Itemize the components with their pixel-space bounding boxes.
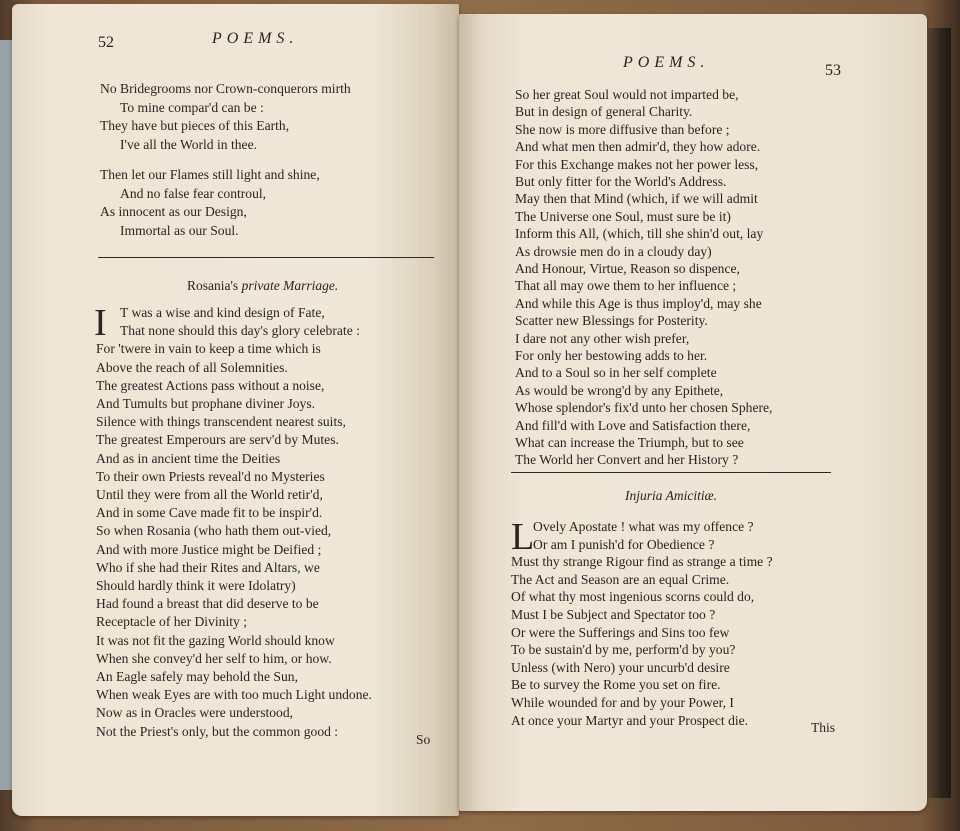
verse-line: But only fitter for the World's Address. [515, 174, 727, 189]
running-head-left: POEMS. [212, 30, 299, 47]
book-edge [927, 28, 951, 798]
verse-line: Silence with things transcendent nearest suits, [96, 414, 346, 430]
verse-line: Or were the Sufferings and Sins too few [511, 624, 730, 640]
verse-line: No Bridegrooms nor Crown-conquerors mirth [100, 81, 351, 96]
verse-line: Must I be Subject and Spectator too ? [511, 607, 716, 622]
right-page [459, 14, 927, 811]
verse-line: Inform this All, (which, till she shin'd out, lay [515, 226, 764, 242]
left-page [12, 4, 459, 816]
verse-line: To their own Priests reveal'd no Mysteries [96, 468, 325, 484]
verse-line: At once your Martyr and your Prospect die. [511, 712, 749, 728]
verse-line: And fill'd with Love and Satisfaction there, [515, 417, 751, 433]
verse-line: As drowsie men do in a cloudy day) [515, 243, 712, 259]
verse-line: When weak Eyes are with too much Light undone. [96, 687, 372, 703]
verse-line: They have but pieces of this Earth, [100, 118, 290, 134]
verse-line: And with more Justice might be Deified ; [96, 541, 322, 557]
verse-line: Be to survey the Rome you set on fire. [511, 677, 721, 693]
catchword-left: So [416, 732, 431, 747]
verse-line: Receptacle of her Divinity ; [96, 614, 247, 630]
verse-line: As would be wrong'd by any Epithete, [515, 382, 724, 398]
verse-line: Had found a breast that did deserve to be [96, 596, 319, 612]
verse-line: I've all the World in thee. [120, 136, 257, 152]
verse-line: When she convey'd her self to him, or how. [96, 650, 332, 666]
verse-line: But in design of general Charity. [515, 104, 693, 120]
verse-line: The greatest Emperours are serv'd by Mutes. [96, 432, 339, 448]
verse-line: And Honour, Virtue, Reason so dispence, [515, 261, 740, 276]
verse-line: So when Rosania (who hath them out-vied, [96, 523, 332, 539]
verse-line: And Tumults but prophane diviner Joys. [96, 396, 316, 411]
verse-line: I dare not any other wish prefer, [515, 330, 690, 346]
verse-line: She now is more diffusive than before ; [515, 121, 730, 137]
verse-line: Ovely Apostate ! what was my offence ? [533, 519, 754, 534]
verse-line: Or am I punish'd for Obedience ? [533, 536, 715, 552]
poem-title-name: Rosania's [187, 278, 239, 293]
poem-title-italic: private Marriage. [241, 278, 339, 293]
verse-line: And what men then admir'd, they how adore. [515, 139, 761, 155]
verse-line: Immortal as our Soul. [120, 222, 239, 238]
verse-line: So her great Soul would not imparted be, [515, 87, 739, 102]
background-strip [0, 40, 12, 790]
section-divider [98, 257, 434, 258]
poem2-title: Injuria Amicitiæ. [625, 488, 718, 503]
verse-line: Of what thy most ingenious scorns could do, [511, 589, 755, 605]
verse-line: The Universe one Soul, must sure be it) [515, 208, 731, 224]
verse-line: What can increase the Triumph, but to see [515, 435, 744, 450]
verse-line: Not the Priest's only, but the common good : [96, 723, 339, 739]
verse-line: May then that Mind (which, if we will admit [515, 191, 758, 207]
verse-line: T was a wise and kind design of Fate, [120, 305, 325, 320]
verse-line: And while this Age is thus imploy'd, may she [515, 295, 762, 311]
verse-line: Scatter new Blessings for Posterity. [515, 313, 708, 329]
verse-line: And no false fear controul, [120, 185, 267, 201]
verse-line: Whose splendor's fix'd unto her chosen Sphere, [515, 400, 773, 416]
verse-line: Then let our Flames still light and shine, [100, 167, 320, 182]
verse-line: For this Exchange makes not her power less, [515, 156, 759, 172]
page-number-left: 52 [98, 34, 114, 51]
verse-line: Above the reach of all Solemnities. [96, 359, 288, 375]
verse-line: The greatest Actions pass without a noise, [96, 377, 325, 393]
drop-cap-initial-right: L [511, 516, 535, 558]
verse-line: Unless (with Nero) your uncurb'd desire [511, 659, 730, 675]
verse-line: And as in ancient time the Deities [96, 450, 281, 466]
page-number-right: 53 [825, 62, 841, 79]
verse-line: As innocent as our Design, [100, 204, 247, 220]
section-divider-right [511, 472, 831, 473]
verse-line: That all may owe them to her influence ; [515, 278, 737, 294]
verse-line: That none should this day's glory celebrate : [120, 323, 360, 339]
verse-line: While wounded for and by your Power, I [511, 695, 734, 710]
verse-line: The World her Convert and her History ? [515, 452, 739, 468]
verse-line: For only her bestowing adds to her. [515, 348, 708, 363]
verse-line: Until they were from all the World retir'd, [96, 487, 323, 502]
poem-title [187, 278, 338, 294]
verse-line: Now as in Oracles were understood, [96, 705, 294, 721]
verse-line: For 'twere in vain to keep a time which is [96, 341, 321, 357]
verse-line: And in some Cave made fit to be inspir'd. [96, 505, 323, 521]
catchword-right: This [811, 720, 836, 735]
verse-line: And to a Soul so in her self complete [515, 365, 717, 381]
verse-line: To be sustain'd by me, perform'd by you? [511, 642, 736, 658]
verse-line: The Act and Season are an equal Crime. [511, 571, 730, 587]
drop-cap-initial: I [94, 302, 107, 344]
verse-line: It was not fit the gazing World should know [96, 632, 335, 648]
verse-line: An Eagle safely may behold the Sun, [96, 669, 298, 684]
verse-line: To mine compar'd can be : [120, 99, 264, 115]
verse-line: Who if she had their Rites and Altars, we [96, 559, 320, 575]
verse-line: Should hardly think it were Idolatry) [96, 578, 296, 593]
running-head-right: POEMS. [623, 54, 710, 71]
verse-line: Must thy strange Rigour find as strange a time ? [511, 554, 773, 570]
